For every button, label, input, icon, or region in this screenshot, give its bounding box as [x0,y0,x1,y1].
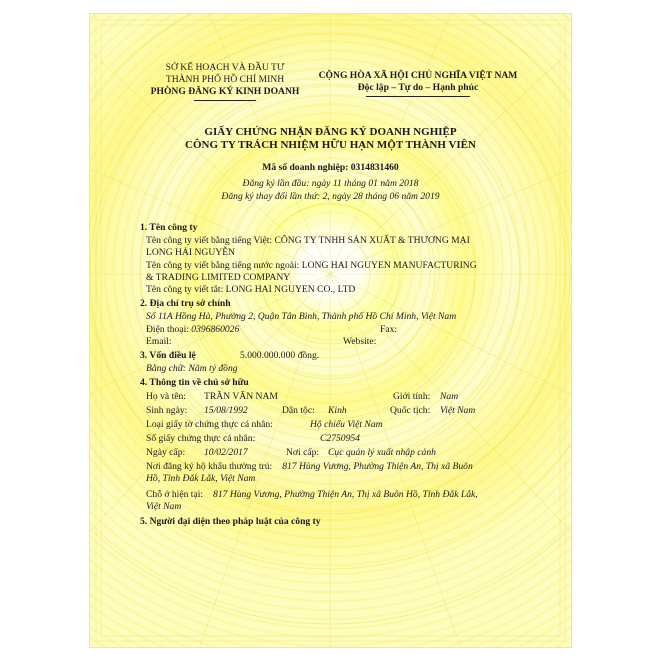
header-right-underline [366,96,470,97]
issue-date-value: 10/02/2017 [204,447,248,458]
id-type-value: Hộ chiếu Việt Nam [310,419,383,430]
website-label: Website: [343,336,377,347]
tax-code: Mã số doanh nghiệp: 0314831460 [262,162,399,173]
certificate-title-1: GIẤY CHỨNG NHẬN ĐĂNG KÝ DOANH NGHIỆP [204,126,457,138]
section-3-heading: 3. Vốn điều lệ [140,350,196,361]
permanent-address-label: Nơi đăng ký hộ khẩu thường trú: [146,461,273,472]
id-number-value: C2750954 [320,433,360,444]
permanent-address-cont: Hồ, Tỉnh Đắk Lắk, Việt Nam [146,473,256,484]
first-registration: Đăng ký lần đầu: ngày 11 tháng 01 năm 2018 [242,178,419,189]
email-label: Email: [146,336,172,347]
header-right-title: CỘNG HÒA XÃ HỘI CHỦ NGHĨA VIỆT NAM [318,70,518,81]
charter-capital: 5.000.000.000 đồng. [240,350,320,361]
header-left-underline [194,100,256,101]
permanent-address [146,461,473,473]
company-name-vn-label: Tên công ty viết bằng tiếng Việt: [146,235,275,246]
capital-in-words: Bằng chữ: Năm tỷ đồng [146,363,238,374]
section-5-heading: 5. Người đại diện theo pháp luật của công ty [140,516,321,527]
issue-place-label: Nơi cấp: [286,447,320,458]
dob-value: 15/08/1992 [204,405,248,416]
owner-name-value: TRẦN VĂN NAM [204,391,278,402]
dob-label: Sinh ngày: [146,405,188,416]
current-address-value: 817 Hùng Vương, Phường Thiện An, Thị xã Buôn Hồ, Tỉnh Đắk Lắk, [213,489,478,500]
ethnic-label: Dân tộc: [282,405,315,416]
header-left-line-3: PHÒNG ĐĂNG KÝ KINH DOANH [150,86,300,97]
section-2-heading: 2. Địa chỉ trụ sở chính [140,298,231,309]
id-type-label: Loại giấy tờ chứng thực cá nhân: [146,419,273,430]
header-left-line-1: SỞ KẾ HOẠCH VÀ ĐẦU TƯ [165,62,285,73]
phone-value: 0396860026 [191,324,240,335]
head-office-address: Số 11A Hồng Hà, Phường 2, Quận Tân Bình, Thành phố Hồ Chí Minh, Việt Nam [146,311,457,322]
header-left-line-2: THÀNH PHỐ HỒ CHÍ MINH [165,74,285,85]
gender-label: Giới tính: [393,391,431,402]
issue-place-value: Cục quản lý xuất nhập cảnh [328,447,436,458]
company-name-foreign-cont: & TRADING LIMITED COMPANY [146,272,291,283]
current-address-cont: Việt Nam [146,501,182,512]
permanent-address-value: 817 Hùng Vương, Phường Thiện An, Thị xã Buôn [282,461,473,472]
nationality-value: Việt Nam [440,405,476,416]
current-address [146,489,478,501]
certificate-paper [90,14,571,647]
company-name-foreign [146,260,477,272]
company-name-short-value: LONG HAI NGUYEN CO., LTD [225,284,356,295]
company-name-short [146,284,355,296]
company-name-short-label: Tên công ty viết tắt: [146,284,226,295]
issue-date-label: Ngày cấp: [146,447,186,458]
company-name-foreign-label: Tên công ty viết bằng tiếng nước ngoài: [146,260,302,271]
gender-value: Nam [440,391,459,402]
phone-row [146,324,239,336]
section-4-heading: 4. Thông tin về chủ sở hữu [140,377,249,388]
id-number-label: Số giấy chứng thực cá nhân: [146,433,256,444]
current-address-label: Chỗ ở hiện tại: [146,489,204,500]
nationality-label: Quốc tịch: [390,405,431,416]
company-name-foreign-value: LONG HAI NGUYEN MANUFACTURING [301,260,477,271]
company-name-vn [146,235,470,247]
certificate-title-2: CÔNG TY TRÁCH NHIỆM HỮU HẠN MỘT THÀNH VIÊN [185,139,476,151]
change-registration: Đăng ký thay đổi lần thứ: 2, ngày 28 tháng 06 năm 2019 [221,191,440,202]
company-name-vn-cont: LONG HẢI NGUYỄN [146,247,235,258]
company-name-vn-value: CÔNG TY TNHH SẢN XUẤT & THƯƠNG MẠI [274,235,470,246]
header-right-motto: Độc lập – Tự do – Hạnh phúc [357,82,479,93]
phone-label: Điện thoại: [146,324,192,335]
fax-label: Fax: [380,324,398,335]
ethnic-value: Kinh [328,405,347,416]
owner-name-label: Họ và tên: [146,391,186,402]
section-1-heading: 1. Tên công ty [140,222,198,233]
